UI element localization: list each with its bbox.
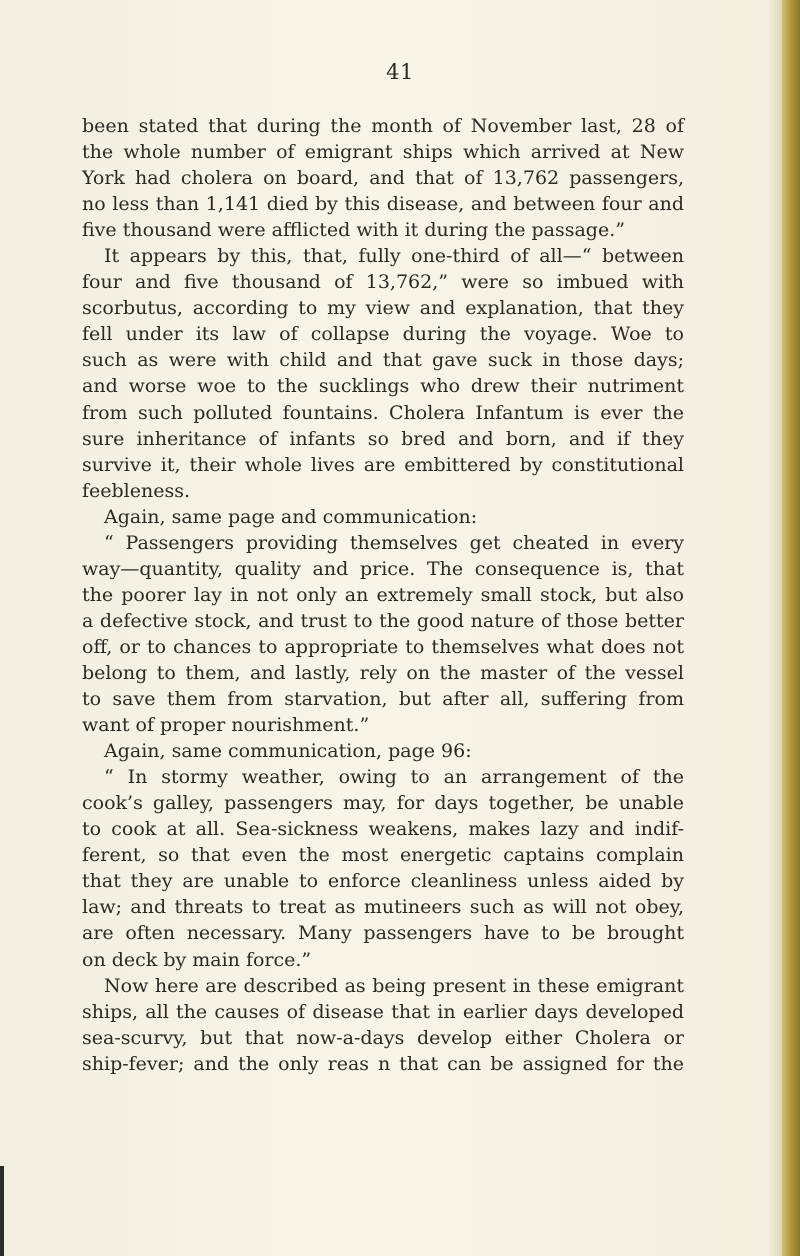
text-line: the poorer lay in not only an extremely small stock, but also: [82, 583, 684, 606]
text-line: sure inheritance of infants so bred and born, and if they: [82, 427, 684, 450]
text-line: Now here are described as being present in these emigrant: [104, 974, 684, 997]
text-line: from such polluted fountains. Cholera Infantum is ever the: [82, 401, 684, 424]
text-line: five thousand were afflicted with it during the passage.”: [82, 219, 625, 242]
text-line: the whole number of emigrant ships which arrived at New: [82, 141, 684, 164]
text-line: way—quantity, quality and price. The consequence is, that: [82, 557, 684, 580]
text-line: such as were with child and that gave suck in those days;: [82, 349, 684, 372]
text-line: “ In stormy weather, owing to an arrangement of the: [104, 766, 684, 789]
text-line: ship-fever; and the only reas n that can be assigned for the: [82, 1052, 684, 1075]
scan-edge-mark: [0, 1166, 4, 1256]
page-number: 41: [386, 60, 414, 84]
text-line: to save them from starvation, but after all, suffering from: [82, 688, 684, 711]
text-line: belong to them, and lastly, rely on the master of the vessel: [82, 661, 684, 684]
text-line: York had cholera on board, and that of 13,762 passengers,: [82, 167, 684, 190]
text-line: been stated that during the month of November last, 28 of: [82, 115, 684, 137]
text-line: four and five thousand of 13,762,” were so imbued with: [82, 271, 684, 294]
text-line: fell under its law of collapse during the voyage. Woe to: [82, 323, 684, 346]
text-line: cook’s galley, passengers may, for days together, be unable: [82, 792, 684, 815]
text-line: survive it, their whole lives are embittered by constitutional: [82, 453, 684, 476]
text-line: on deck by main force.”: [82, 948, 312, 971]
page-gutter-shadow: [768, 0, 782, 1256]
text-line: ships, all the causes of disease that in earlier days developed: [82, 1000, 684, 1023]
text-line: and worse woe to the sucklings who drew their nutriment: [82, 375, 684, 398]
text-line: scorbutus, according to my view and explanation, that they: [82, 297, 684, 320]
text-line: Again, same communication, page 96:: [104, 740, 472, 763]
text-line: no less than 1,141 died by this disease, and between four and: [82, 193, 684, 216]
body-text: [82, 113, 684, 1077]
text-line: “ Passengers providing themselves get cheated in every: [104, 531, 684, 554]
text-line: off, or to chances to appropriate to themselves what does not: [82, 635, 684, 658]
book-edge: [782, 0, 800, 1256]
text-line: to cook at all. Sea-sickness weakens, makes lazy and indif-: [82, 818, 684, 841]
text-line: a defective stock, and trust to the good nature of those better: [82, 609, 684, 632]
text-line: are often necessary. Many passengers have to be brought: [82, 922, 684, 945]
text-line: sea-scurvy, but that now-a-days develop either Cholera or: [82, 1026, 684, 1049]
text-line: ferent, so that even the most energetic captains complain: [82, 844, 684, 867]
text-line: feebleness.: [82, 479, 191, 502]
text-line: want of proper nourishment.”: [82, 714, 370, 737]
text-line: Again, same page and communication:: [104, 505, 478, 528]
text-line: that they are unable to enforce cleanliness unless aided by: [82, 870, 684, 893]
text-line: It appears by this, that, fully one-third of all—“ between: [104, 245, 684, 268]
text-line: law; and threats to treat as mutineers such as will not obey,: [82, 896, 684, 919]
